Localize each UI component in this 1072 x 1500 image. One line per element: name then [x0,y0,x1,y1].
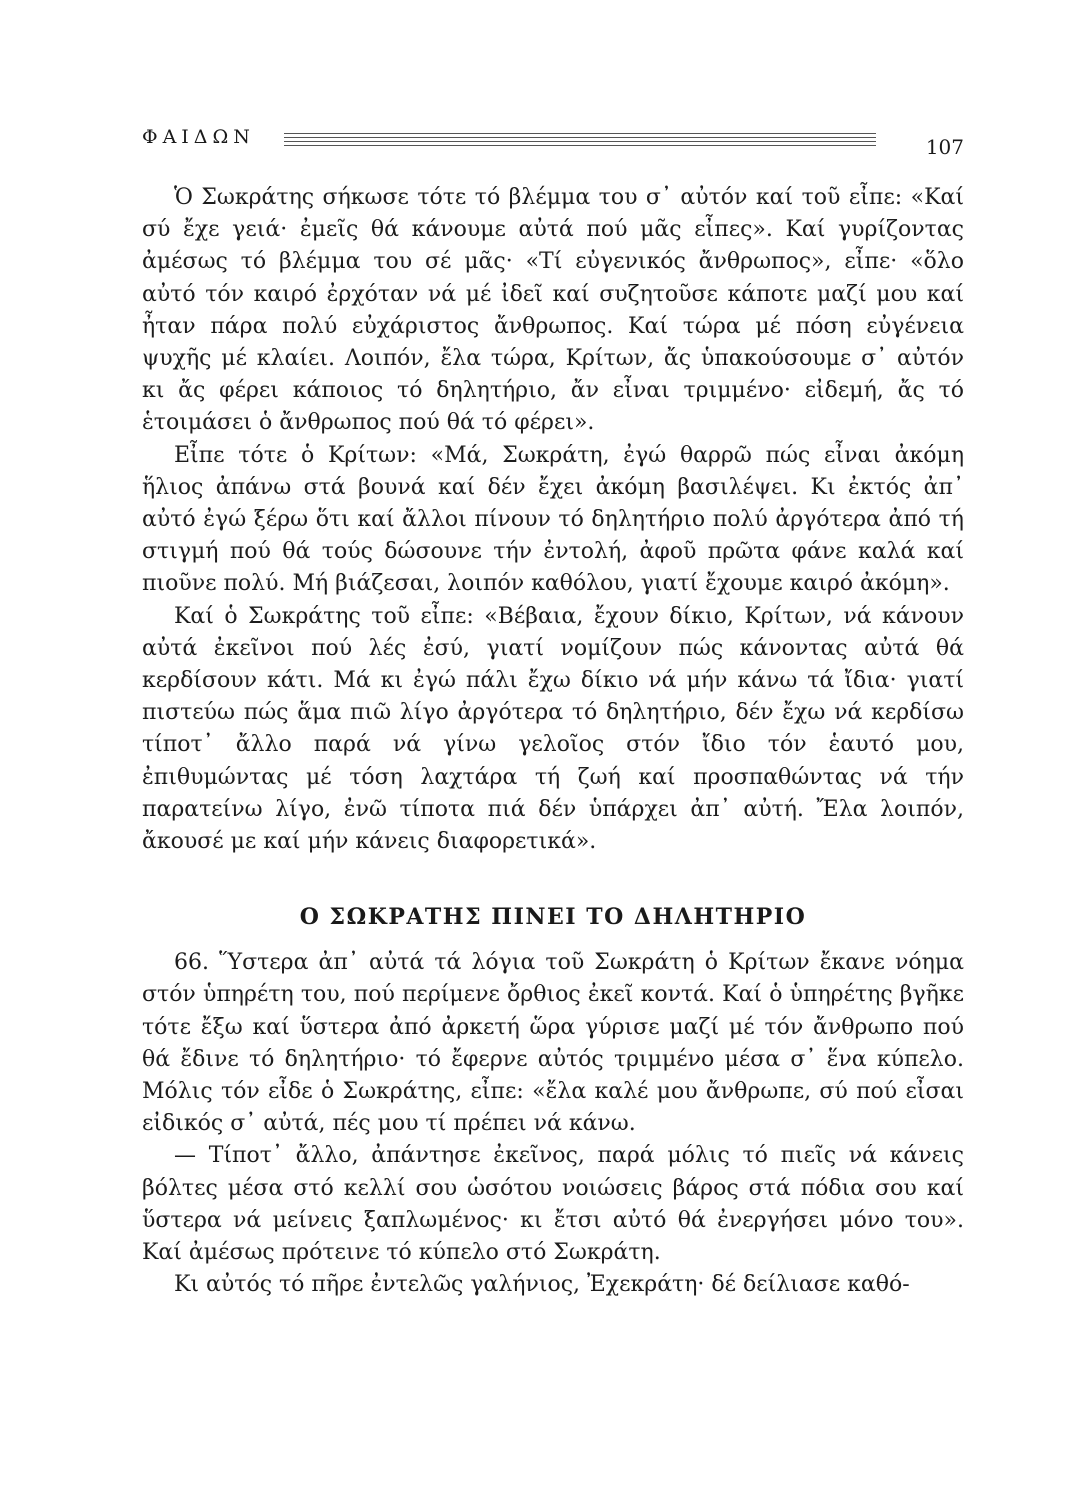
header-rule [284,145,876,146]
paragraph: Εἶπε τότε ὁ Κρίτων: «Μά, Σωκράτη, ἐγώ θαρρῶ πώς εἶναι ἀκόμη ἥλιος ἀπάνω στά βουνά καί δέν ἔχει ἀκόμη βασιλέψει. Κι ἐκτός ἀπ᾽ αὐτό ἐγώ ξέρω ὅτι καί ἄλλοι πίνουν τό δηλητήριο πολύ ἀργότερα ἀπό τή στιγμή πού θά τούς δώσουνε τήν ἐντολή, ἀφοῦ πρῶτα φάνε καλά καί πιοῦνε πολύ. Μή βιάζεσαι, λοιπόν καθόλου, γιατί ἔχουμε καιρό ἀκόμη». [142,442,964,597]
running-head [142,124,964,164]
paragraph: — Τίποτ᾽ ἄλλο, ἀπάντησε ἐκεῖνος, παρά μόλις τό πιεῖς νά κάνεις βόλτες μέσα στό κελλί σου ὡσότου νοιώσεις βάρος στά πόδια σου καί ὕστερα νά μείνεις ξαπλωμένος· κι ἔτσι αὐτό θά ἐνεργήσει μόνο του». Καί ἀμέσως πρότεινε τό κύπελο στό Σωκράτη. [142,1143,964,1266]
paragraph: Ὁ Σωκράτης σήκωσε τότε τό βλέμμα του σ᾽ αὐτόν καί τοῦ εἶπε: «Καί σύ ἔχε γειά· ἐμεῖς θά κάνουμε αὐτά πού μᾶς εἶπες». Καί γυρίζοντας ἀμέσως τό βλέμμα του σέ μᾶς· «Τί εὐγενικός ἄνθρωπος», εἶπε· «ὅλο αὐτό τόν καιρό ἐρχόταν νά μέ ἰδεῖ καί συζητοῦσε κάποτε μαζί μου καί ἦταν πάρα πολύ εὐχάριστος ἄνθρωπος. Καί τώρα μέ πόση εὐγένεια ψυχῆς μέ κλαίει. Λοιπόν, ἔλα τώρα, Κρίτων, ἄς ὑπακούσουμε σ᾽ αὐτόν κι ἄς φέρει κάποιος τό δηλητήριο, ἄν εἶναι τριμμένο· εἰδεμή, ἄς τό ἑτοιμάσει ὁ ἄνθρωπος πού θά τό φέρει». [142,185,964,436]
header-rule [284,137,876,138]
section-heading: Ο ΣΩΚΡΑΤΗΣ ΠΙΝΕΙ ΤΟ ΔΗΛΗΤΗΡΙΟ [299,904,807,931]
header-rule [284,133,876,134]
running-title: ΦΑΙΔΩΝ [142,126,255,148]
page-number: 107 [925,135,964,159]
paragraph: Κι αὐτός τό πῆρε ἐντελῶς γαλήνιος, Ἐχεκράτη· δέ δείλιασε καθό- [174,1272,910,1298]
body-text [142,182,964,1302]
header-rule [284,141,876,142]
paragraph: Καί ὁ Σωκράτης τοῦ εἶπε: «Βέβαια, ἔχουν δίκιο, Κρίτων, νά κάνουν αὐτά ἐκεῖνοι πού λές ἐσύ, γιατί νομίζουν πώς κάνοντας αὐτά θά κερδίσουν κάτι. Μά κι ἐγώ πάλι ἔχω δίκιο νά μήν κάνω τά ἴδια· γιατί πιστεύω πώς ἅμα πιῶ λίγο ἀργότερα τό δηλητήριο, δέν ἔχω νά κερδίσω τίποτ᾽ ἄλλο παρά νά γίνω γελοῖος στόν ἴδιο τόν ἑαυτό μου, ἐπιθυμώντας μέ τόση λαχτάρα τή ζωή καί προσπαθώντας νά τήν παρατείνω λίγο, ἐνῶ τίποτα πιά δέν ὑπάρχει ἀπ᾽ αὐτή. Ἔλα λοιπόν, ἄκουσέ με καί μήν κάνεις διαφορετικά». [142,603,964,855]
paragraph: 66. Ὕστερα ἀπ᾽ αὐτά τά λόγια τοῦ Σωκράτη ὁ Κρίτων ἔκανε νόημα στόν ὑπηρέτη του, πού περίμενε ὄρθιος ἐκεῖ κοντά. Καί ὁ ὑπηρέτης βγῆκε τότε ἔξω καί ὕστερα ἀπό ἀρκετή ὥρα γύρισε μαζί μέ τόν ἄνθρωπο πού θά ἔδινε τό δηλητήριο· τό ἔφερνε αὐτός τριμμένο μέσα σ᾽ ἕνα κύπελο. Μόλις τόν εἶδε ὁ Σωκράτης, εἶπε: «ἔλα καλέ μου ἄνθρωπε, σύ πού εἶσαι εἰδικός σ᾽ αὐτά, πές μου τί πρέπει νά κάνω. [142,950,964,1137]
